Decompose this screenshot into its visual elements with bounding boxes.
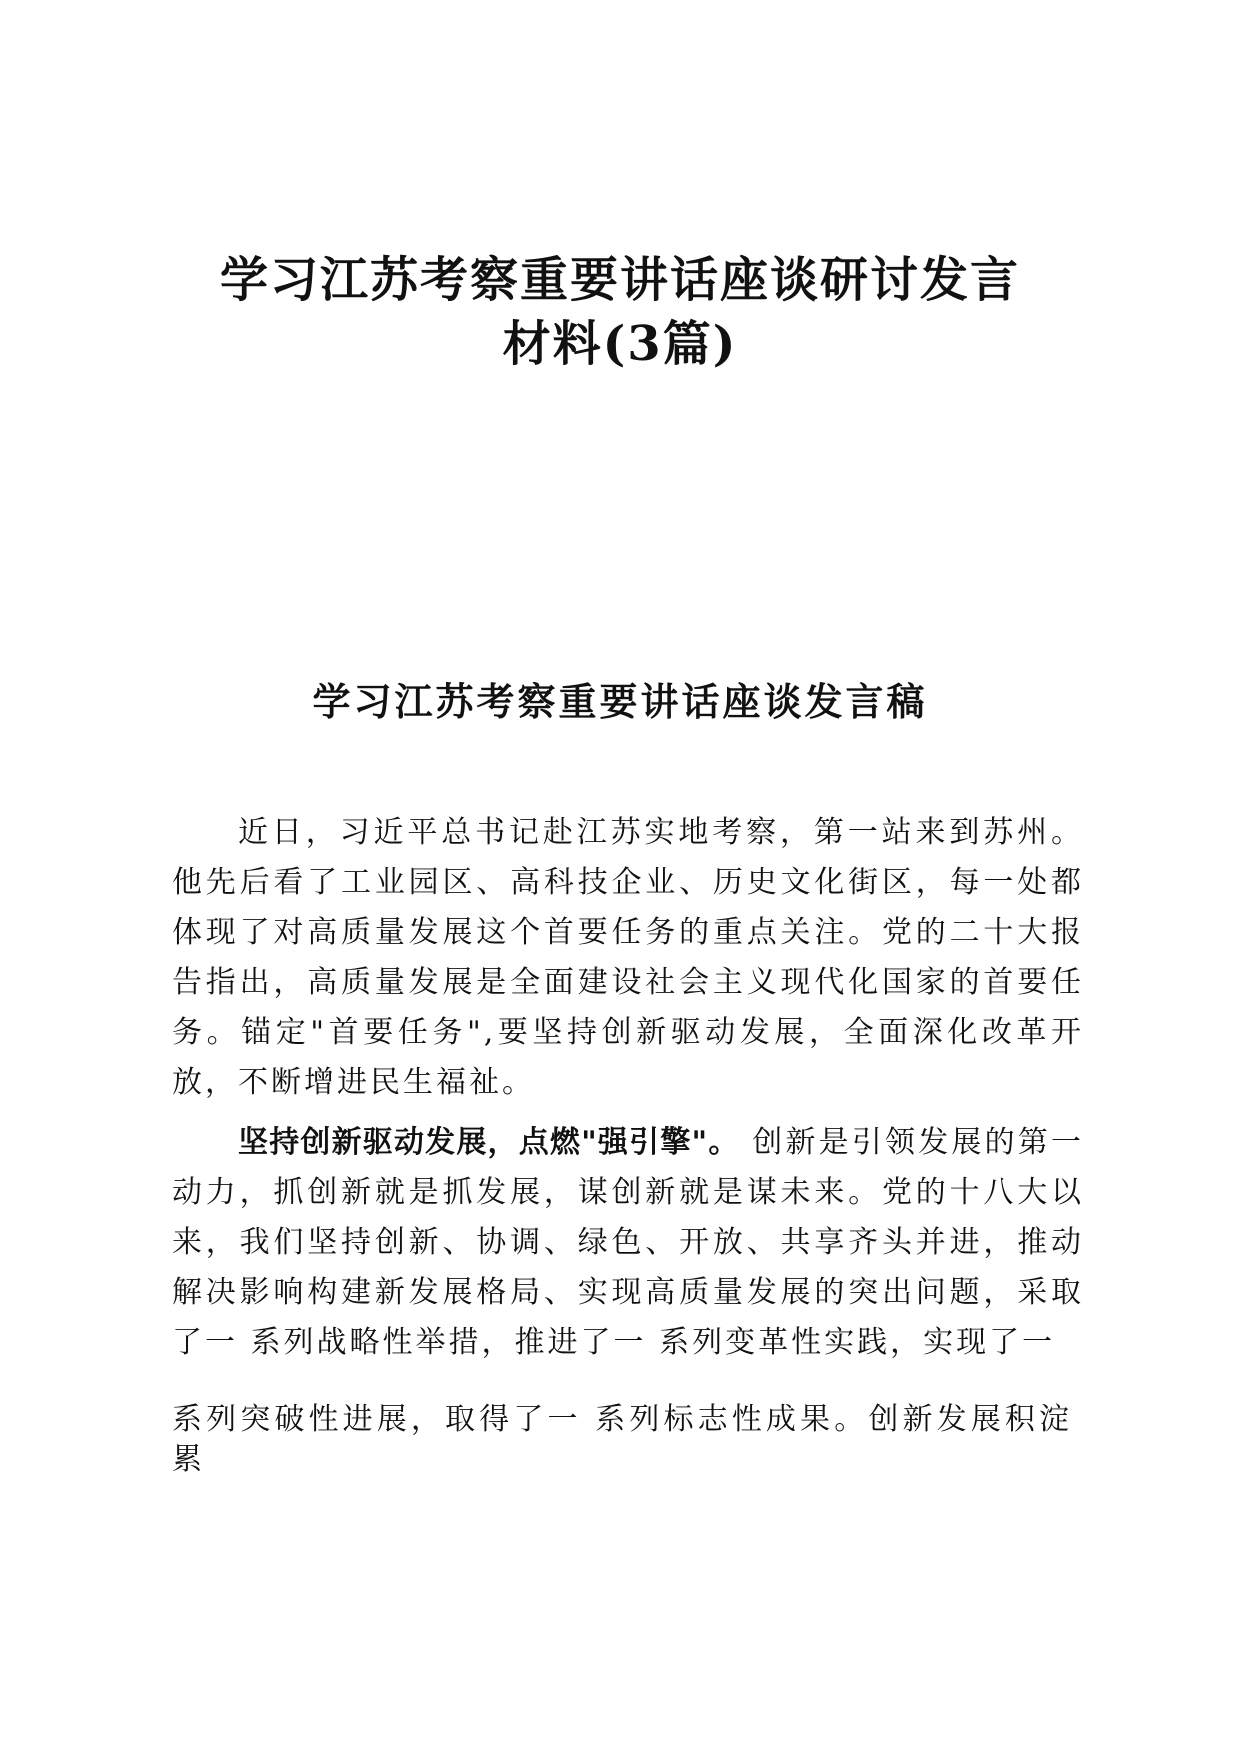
document-title-line-1: 学习江苏考察重要讲话座谈研讨发言 xyxy=(219,252,1020,308)
paragraph-2-body: 创新是引领发展的第一动力，抓创新就是抓发展，谋创新就是谋未来。党的十八大以来，我们坚持创新、协调、绿色、开放、共享齐头并进，推动解决影响构建新发展格局、实现高质量发展的突出问题，采取了一 系列战略性举措，推进了一 系列变革性实践，实现了一 xyxy=(172,1125,1084,1360)
body-paragraph-3: 系列突破性进展，取得了一 系列标志性成果。创新发展积淀累 xyxy=(172,1402,1072,1477)
document-title xyxy=(150,248,1090,376)
body-paragraph-1: 近日，习近平总书记赴江苏实地考察，第一站来到苏州。他先后看了工业园区、高科技企业、历史文化街区，每一处都体现了对高质量发展这个首要任务的重点关注。党的二十大报告指出，高质量发展是全面建设社会主义现代化国家的首要任务。锚定"首要任务",要坚持创新驱动发展，全面深化改革开放，不断增进民生福祉。 xyxy=(172,815,1084,1100)
paragraph-2-lead: 坚持创新驱动发展，点燃"强引擎"。 xyxy=(238,1125,740,1160)
section-title: 学习江苏考察重要讲话座谈发言稿 xyxy=(312,679,928,724)
document-title-line-2: 材料(3篇) xyxy=(502,316,738,372)
body-paragraph-2 xyxy=(172,1118,1084,1368)
